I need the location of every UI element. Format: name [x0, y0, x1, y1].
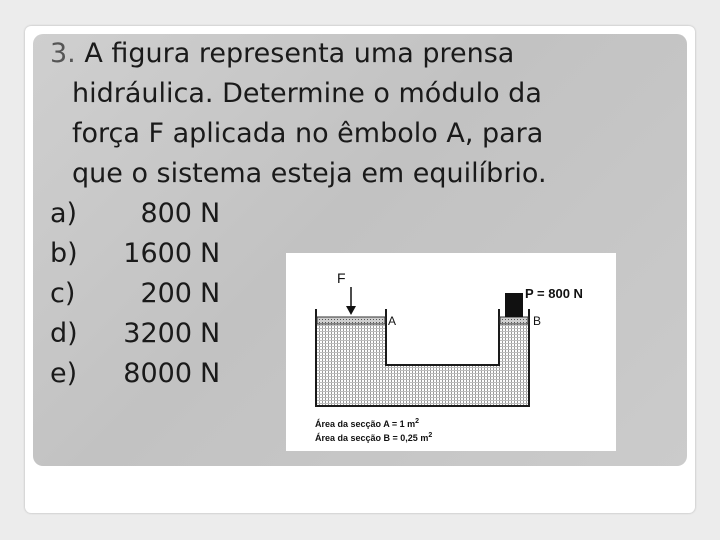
option-e[interactable]: e) 8000 N [50, 358, 221, 389]
option-b[interactable]: b) 1600 N [50, 238, 221, 269]
area-a-caption: Área da secção A = 1 $m^2$ [315, 418, 420, 429]
piston-b [500, 317, 528, 324]
question-text [50, 34, 680, 194]
question-line-3: força F aplicada no êmbolo A, para [72, 118, 544, 149]
option-c[interactable]: c) 200 N [50, 278, 221, 309]
force-arrow-icon [346, 287, 356, 315]
hydraulic-press-figure [286, 253, 616, 451]
weight-block [505, 293, 523, 317]
question-line-1: 3. A figura representa uma prensa [50, 38, 515, 69]
piston-b-label: B [533, 314, 542, 328]
area-b-caption: Área da secção B = 0,25 $m^2$ [315, 432, 433, 443]
option-d[interactable]: d) 3200 N [50, 318, 221, 349]
question-number: 3. [50, 38, 76, 69]
option-a[interactable]: a) 800 N [50, 198, 221, 229]
question-line-4: que o sistema esteja em equilíbrio. [72, 158, 547, 189]
piston-a-label: A [388, 314, 397, 328]
piston-a [317, 317, 385, 324]
weight-label: P = 800 N [525, 286, 583, 301]
answer-options [50, 194, 220, 394]
question-line-2: hidráulica. Determine o módulo da [72, 78, 542, 109]
force-label: F [337, 270, 346, 286]
